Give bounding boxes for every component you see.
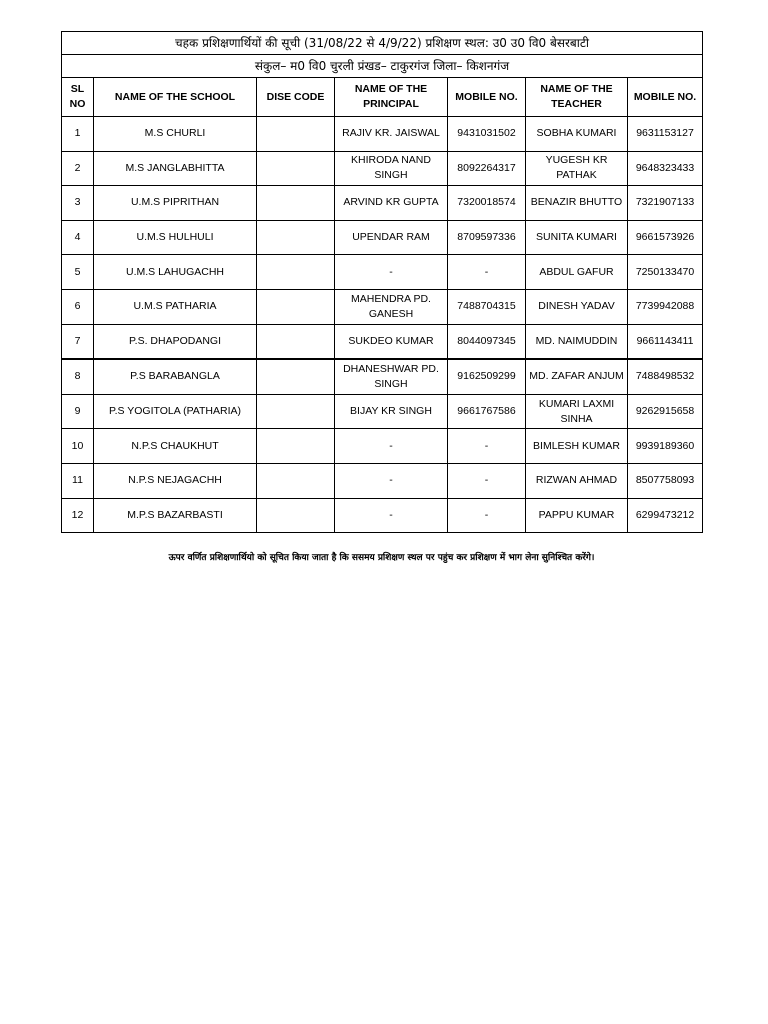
principal-name-cell: BIJAY KR SINGH (335, 394, 448, 429)
teacher-name-cell: MD. NAIMUDDIN (526, 324, 628, 359)
school-name-cell: M.S CHURLI (94, 117, 257, 152)
teacher-name-cell: ABDUL GAFUR (526, 255, 628, 290)
dise-code-cell (257, 394, 335, 429)
principal-name-cell: UPENDAR RAM (335, 220, 448, 255)
dise-code-cell (257, 498, 335, 533)
sl-no-cell: 5 (62, 255, 94, 290)
sl-no-cell: 8 (62, 359, 94, 394)
teacher-mobile-cell: 7739942088 (628, 289, 703, 324)
principal-name-cell: - (335, 498, 448, 533)
school-name-cell: U.M.S PIPRITHAN (94, 186, 257, 221)
principal-mobile-cell: 9661767586 (448, 394, 526, 429)
principal-mobile-cell: 8092264317 (448, 151, 526, 186)
teacher-mobile-cell: 9661143411 (628, 324, 703, 359)
teacher-mobile-cell: 7250133470 (628, 255, 703, 290)
header-principal-mobile: MOBILE NO. (448, 78, 526, 117)
dise-code-cell (257, 151, 335, 186)
table-row (62, 429, 703, 464)
teacher-mobile-cell: 9631153127 (628, 117, 703, 152)
school-name-cell: U.M.S LAHUGACHH (94, 255, 257, 290)
document-subtitle: संकुल– म0 वि0 चुरली प्रंखड– टाकुरगंज जिला– किशनगंज (62, 55, 703, 78)
school-name-cell: U.M.S PATHARIA (94, 289, 257, 324)
school-name-cell: U.M.S HULHULI (94, 220, 257, 255)
principal-mobile-cell: 9162509299 (448, 359, 526, 394)
table-row (62, 255, 703, 290)
teacher-name-cell: SOBHA KUMARI (526, 117, 628, 152)
principal-name-cell: KHIRODA NAND SINGH (335, 151, 448, 186)
sl-no-cell: 12 (62, 498, 94, 533)
table-row (62, 394, 703, 429)
principal-mobile-cell: 7488704315 (448, 289, 526, 324)
principal-name-cell: - (335, 429, 448, 464)
sl-no-cell: 1 (62, 117, 94, 152)
teacher-name-cell: BENAZIR BHUTTO (526, 186, 628, 221)
dise-code-cell (257, 463, 335, 498)
principal-name-cell: DHANESHWAR PD. SINGH (335, 359, 448, 394)
sl-no-cell: 9 (62, 394, 94, 429)
school-name-cell: N.P.S CHAUKHUT (94, 429, 257, 464)
table-row (62, 220, 703, 255)
school-name-cell: P.S BARABANGLA (94, 359, 257, 394)
sl-no-cell: 3 (62, 186, 94, 221)
school-name-cell: P.S YOGITOLA (PATHARIA) (94, 394, 257, 429)
dise-code-cell (257, 186, 335, 221)
teacher-name-cell: MD. ZAFAR ANJUM (526, 359, 628, 394)
teacher-mobile-cell: 9262915658 (628, 394, 703, 429)
table-row (62, 186, 703, 221)
principal-mobile-cell: 7320018574 (448, 186, 526, 221)
trainee-list-table (61, 31, 703, 533)
principal-name-cell: ARVIND KR GUPTA (335, 186, 448, 221)
principal-name-cell: - (335, 463, 448, 498)
teacher-name-cell: PAPPU KUMAR (526, 498, 628, 533)
principal-name-cell: MAHENDRA PD. GANESH (335, 289, 448, 324)
principal-mobile-cell: - (448, 255, 526, 290)
header-school-name: NAME OF THE SCHOOL (94, 78, 257, 117)
sl-no-cell: 6 (62, 289, 94, 324)
header-dise-code: DISE CODE (257, 78, 335, 117)
school-name-cell: N.P.S NEJAGACHH (94, 463, 257, 498)
sl-no-cell: 10 (62, 429, 94, 464)
table-row (62, 117, 703, 152)
sl-no-cell: 2 (62, 151, 94, 186)
sl-no-cell: 11 (62, 463, 94, 498)
teacher-name-cell: DINESH YADAV (526, 289, 628, 324)
document-title: चहक प्रशिक्षणार्थियों की सूची (31/08/22 से 4/9/22) प्रशिक्षण स्थल: उ0 उ0 वि0 बेसरबाटी (62, 32, 703, 55)
teacher-mobile-cell: 7488498532 (628, 359, 703, 394)
principal-mobile-cell: 8044097345 (448, 324, 526, 359)
teacher-name-cell: BIMLESH KUMAR (526, 429, 628, 464)
table-row (62, 463, 703, 498)
principal-mobile-cell: - (448, 429, 526, 464)
table-row (62, 359, 703, 394)
dise-code-cell (257, 429, 335, 464)
teacher-mobile-cell: 6299473212 (628, 498, 703, 533)
teacher-name-cell: RIZWAN AHMAD (526, 463, 628, 498)
principal-name-cell: - (335, 255, 448, 290)
teacher-name-cell: YUGESH KR PATHAK (526, 151, 628, 186)
table-row (62, 324, 703, 359)
sl-no-cell: 4 (62, 220, 94, 255)
header-teacher-mobile: MOBILE NO. (628, 78, 703, 117)
header-teacher-name: NAME OF THE TEACHER (526, 78, 628, 117)
principal-name-cell: RAJIV KR. JAISWAL (335, 117, 448, 152)
school-name-cell: M.P.S BAZARBASTI (94, 498, 257, 533)
teacher-mobile-cell: 9661573926 (628, 220, 703, 255)
table-row (62, 498, 703, 533)
school-name-cell: M.S JANGLABHITTA (94, 151, 257, 186)
school-name-cell: P.S. DHAPODANGI (94, 324, 257, 359)
sl-no-cell: 7 (62, 324, 94, 359)
dise-code-cell (257, 359, 335, 394)
teacher-mobile-cell: 7321907133 (628, 186, 703, 221)
table-header-row (62, 78, 703, 117)
principal-mobile-cell: 8709597336 (448, 220, 526, 255)
principal-mobile-cell: 9431031502 (448, 117, 526, 152)
table-row (62, 289, 703, 324)
teacher-mobile-cell: 8507758093 (628, 463, 703, 498)
teacher-name-cell: SUNITA KUMARI (526, 220, 628, 255)
principal-mobile-cell: - (448, 498, 526, 533)
dise-code-cell (257, 289, 335, 324)
teacher-mobile-cell: 9939189360 (628, 429, 703, 464)
teacher-name-cell: KUMARI LAXMI SINHA (526, 394, 628, 429)
dise-code-cell (257, 117, 335, 152)
teacher-mobile-cell: 9648323433 (628, 151, 703, 186)
header-principal-name: NAME OF THE PRINCIPAL (335, 78, 448, 117)
principal-name-cell: SUKDEO KUMAR (335, 324, 448, 359)
header-sl-no: SL NO (62, 78, 94, 117)
table-row (62, 151, 703, 186)
principal-mobile-cell: - (448, 463, 526, 498)
dise-code-cell (257, 255, 335, 290)
dise-code-cell (257, 220, 335, 255)
footer-note: ऊपर वर्णित प्रशिक्षणार्थियो को सूचित किया जाता है कि ससमय प्रशिक्षण स्थल पर पहुंच कर प्रशिक्षण में भाग लेना सुनिश्चित करेंगे। (168, 553, 595, 563)
dise-code-cell (257, 324, 335, 359)
